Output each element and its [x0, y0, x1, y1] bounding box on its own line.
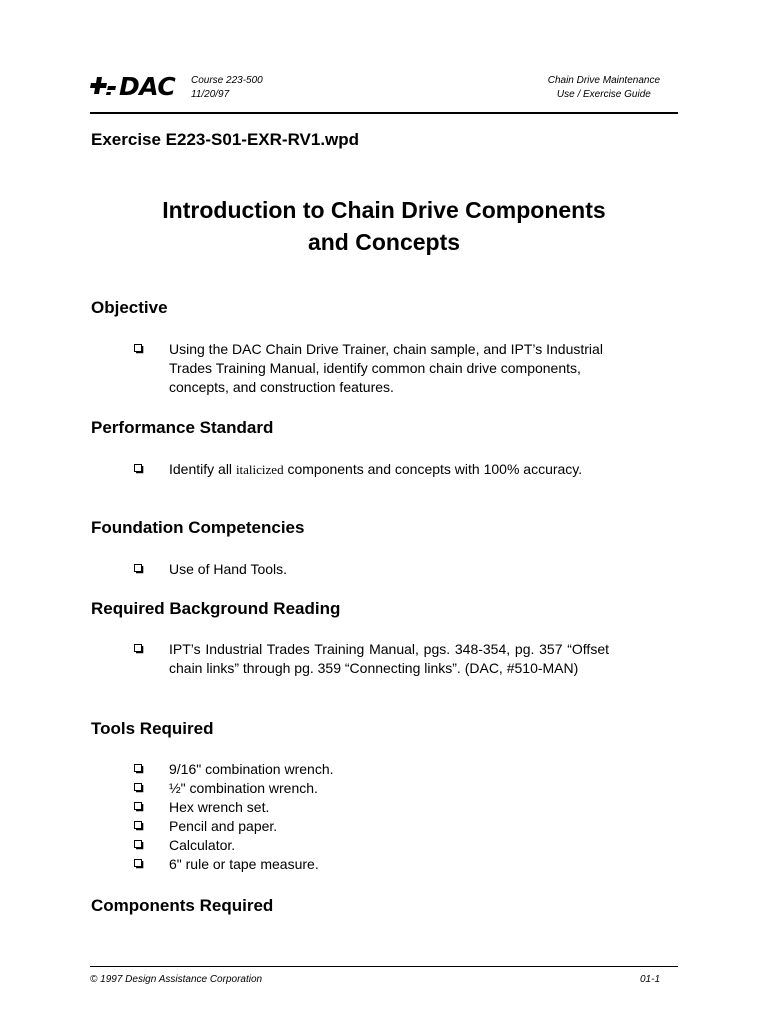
dac-logo — [90, 74, 175, 100]
page-title-line2: and Concepts — [307, 229, 461, 255]
checkbox-bullet-icon — [134, 859, 144, 869]
page-header — [90, 72, 678, 112]
checkbox-bullet-icon — [134, 464, 144, 474]
course-info — [191, 74, 263, 102]
checkbox-bullet-icon — [134, 821, 144, 831]
tool-text: Hex wrench set. — [169, 799, 270, 815]
objective-heading: Objective — [91, 298, 168, 317]
italicized-word: italicized — [235, 462, 284, 477]
objective-text: Using the DAC Chain Drive Trainer, chain sample, and IPT’s Industrial Trades Training Manual, identify common chain drive components, concepts, and construction features. — [169, 341, 603, 395]
reading-heading: Required Background Reading — [91, 599, 341, 618]
page-title — [90, 194, 678, 258]
logo-text: DAC — [119, 72, 176, 101]
checkbox-bullet-icon — [134, 764, 144, 774]
exercise-id: Exercise E223-S01-EXR-RV1.wpd — [91, 130, 360, 149]
document-subtitle: Use / Exercise Guide — [556, 89, 651, 100]
checkbox-bullet-icon — [134, 644, 144, 654]
course-date: 11/20/97 — [191, 89, 230, 100]
document-info — [548, 74, 660, 102]
footer-divider — [90, 966, 678, 967]
page-number: 01-1 — [640, 974, 661, 985]
course-number: Course 223-500 — [191, 75, 263, 86]
tool-text: Pencil and paper. — [169, 818, 278, 834]
page-title-line1: Introduction to Chain Drive Components — [162, 197, 606, 223]
tool-text: Calculator. — [169, 837, 236, 853]
document-title: Chain Drive Maintenance — [547, 75, 660, 86]
checkbox-bullet-icon — [134, 344, 144, 354]
footer-copyright: © 1997 Design Assistance Corporation — [90, 974, 263, 985]
components-heading: Components Required — [91, 896, 274, 915]
foundation-heading: Foundation Competencies — [91, 518, 305, 537]
checkbox-bullet-icon — [134, 802, 144, 812]
checkbox-bullet-icon — [134, 840, 144, 850]
foundation-text: Use of Hand Tools. — [169, 561, 288, 577]
tool-text: ½" combination wrench. — [169, 780, 318, 796]
performance-text — [169, 460, 609, 479]
performance-text-end: components and concepts with 100% accuracy. — [287, 461, 583, 477]
tool-text: 6" rule or tape measure. — [169, 856, 319, 872]
checkbox-bullet-icon — [134, 783, 144, 793]
header-divider — [90, 112, 678, 114]
performance-text-start: Identify all — [169, 461, 233, 477]
tool-text: 9/16" combination wrench. — [169, 761, 334, 777]
dac-logo-mark-icon — [90, 75, 118, 99]
tools-heading: Tools Required — [91, 719, 214, 738]
checkbox-bullet-icon — [134, 564, 144, 574]
reading-text: IPT’s Industrial Trades Training Manual, pgs. 348-354, pg. 357 “Offset chain links” through pg. 359 “Connecting links”. (DAC, #510-MAN) — [169, 641, 609, 676]
performance-heading: Performance Standard — [91, 418, 274, 437]
